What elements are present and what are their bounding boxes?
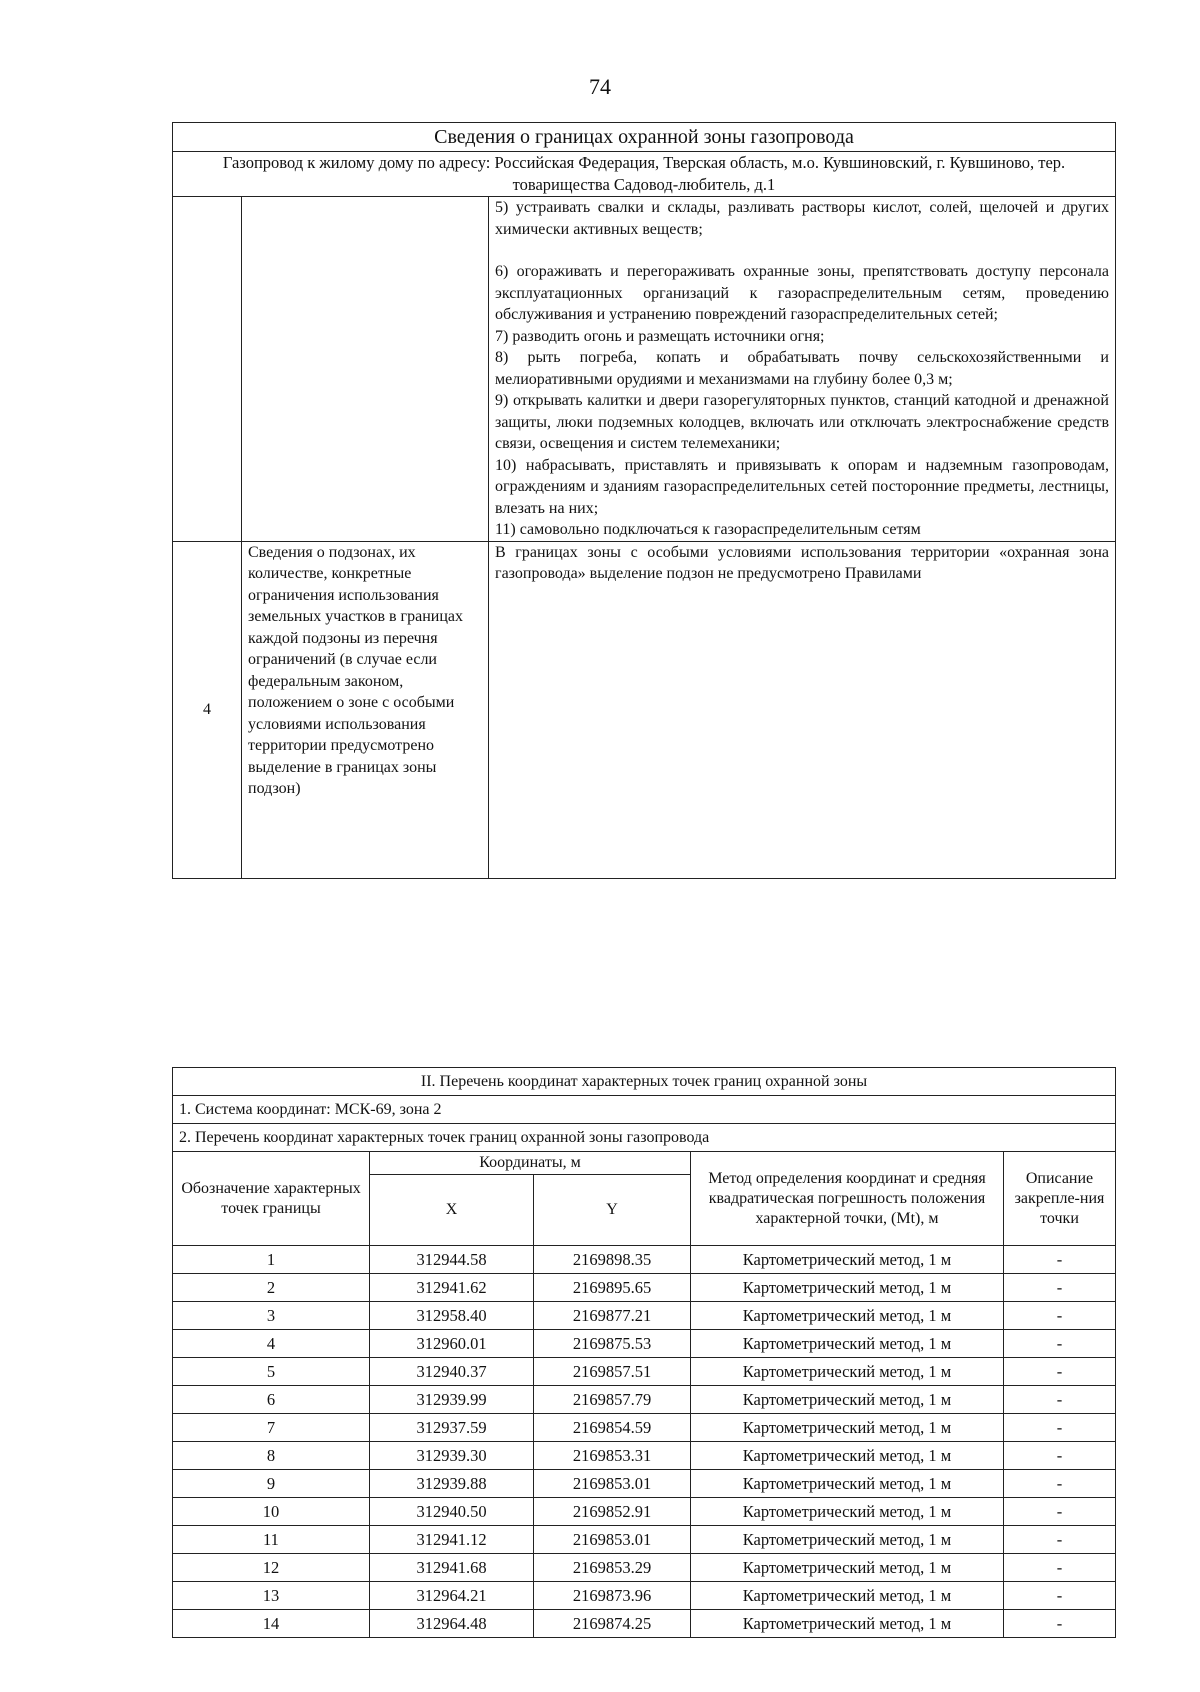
header-method: Метод определения координат и средняя квадратическая погрешность положения характерной точки, (Mt), м: [691, 1152, 1004, 1246]
method-value: Картометрический метод, 1 м: [691, 1386, 1004, 1414]
description-value: -: [1004, 1330, 1116, 1358]
coordinates-section-title: II. Перечень координат характерных точек границ охранной зоны: [173, 1068, 1116, 1096]
zone-info-table: [172, 122, 1116, 879]
x-value: 312944.58: [370, 1246, 534, 1274]
point-number: 5: [173, 1358, 370, 1386]
coordinate-system: 1. Система координат: МСК-69, зона 2: [173, 1096, 1116, 1124]
empty-label-cell: [242, 197, 489, 542]
x-value: 312937.59: [370, 1414, 534, 1442]
y-value: 2169895.65: [534, 1274, 691, 1302]
x-value: 312941.68: [370, 1554, 534, 1582]
restriction-item: 5) устраивать свалки и склады, разливать растворы кислот, солей, щелочей и других химически активных веществ;: [495, 199, 1109, 238]
description-value: -: [1004, 1554, 1116, 1582]
table-row: [173, 1442, 1116, 1470]
y-value: 2169877.21: [534, 1302, 691, 1330]
restriction-item: 9) открывать калитки и двери газорегуляторных пунктов, станций катодной и дренажной защиты, люки подземных колодцев, включать или отключать электроснабжение средств связи, освещения и систем телемеханики;: [495, 392, 1109, 452]
header-description: Описание закрепле-ния точки: [1004, 1152, 1116, 1246]
table-row: [173, 1526, 1116, 1554]
method-value: Картометрический метод, 1 м: [691, 1414, 1004, 1442]
restrictions-list: [489, 197, 1116, 542]
y-value: 2169873.96: [534, 1582, 691, 1610]
method-value: Картометрический метод, 1 м: [691, 1442, 1004, 1470]
method-value: Картометрический метод, 1 м: [691, 1498, 1004, 1526]
description-value: -: [1004, 1274, 1116, 1302]
description-value: -: [1004, 1582, 1116, 1610]
y-value: 2169875.53: [534, 1330, 691, 1358]
y-value: 2169853.31: [534, 1442, 691, 1470]
description-value: -: [1004, 1386, 1116, 1414]
point-number: 13: [173, 1582, 370, 1610]
restriction-item: 11) самовольно подключаться к газораспределительным сетям: [495, 521, 921, 538]
x-value: 312941.62: [370, 1274, 534, 1302]
point-number: 6: [173, 1386, 370, 1414]
x-value: 312964.21: [370, 1582, 534, 1610]
y-value: 2169853.29: [534, 1554, 691, 1582]
table-row: [173, 1386, 1116, 1414]
x-value: 312939.88: [370, 1470, 534, 1498]
table-row: [173, 1582, 1116, 1610]
table-row: [173, 1498, 1116, 1526]
method-value: Картометрический метод, 1 м: [691, 1330, 1004, 1358]
header-x: X: [370, 1175, 534, 1246]
method-value: Картометрический метод, 1 м: [691, 1582, 1004, 1610]
coordinates-rows: [173, 1246, 1116, 1638]
method-value: Картометрический метод, 1 м: [691, 1470, 1004, 1498]
method-value: Картометрический метод, 1 м: [691, 1526, 1004, 1554]
point-number: 2: [173, 1274, 370, 1302]
point-number: 9: [173, 1470, 370, 1498]
point-number: 12: [173, 1554, 370, 1582]
x-value: 312940.50: [370, 1498, 534, 1526]
x-value: 312960.01: [370, 1330, 534, 1358]
restriction-item: 8) рыть погреба, копать и обрабатывать почву сельскохозяйственными и мелиоративными орудиями и механизмами на глубину более 0,3 м;: [495, 349, 1109, 388]
x-value: 312941.12: [370, 1526, 534, 1554]
y-value: 2169854.59: [534, 1414, 691, 1442]
table-row: [173, 1470, 1116, 1498]
table-row: [173, 1414, 1116, 1442]
coordinates-list-title: 2. Перечень координат характерных точек границ охранной зоны газопровода: [173, 1124, 1116, 1152]
table-row: [173, 1610, 1116, 1638]
description-value: -: [1004, 1526, 1116, 1554]
point-number: 14: [173, 1610, 370, 1638]
x-value: 312964.48: [370, 1610, 534, 1638]
y-value: 2169898.35: [534, 1246, 691, 1274]
table-row: [173, 1358, 1116, 1386]
x-value: 312940.37: [370, 1358, 534, 1386]
method-value: Картометрический метод, 1 м: [691, 1554, 1004, 1582]
table-row: [173, 1302, 1116, 1330]
point-number: 11: [173, 1526, 370, 1554]
description-value: -: [1004, 1470, 1116, 1498]
gas-pipeline-address: Газопровод к жилому дому по адресу: Российская Федерация, Тверская область, м.о. Кувшиновский, г. Кувшиново, тер. товарищества Садовод-любитель, д.1: [173, 152, 1116, 197]
y-value: 2169852.91: [534, 1498, 691, 1526]
y-value: 2169853.01: [534, 1526, 691, 1554]
table-row: [173, 1330, 1116, 1358]
description-value: -: [1004, 1358, 1116, 1386]
section-title: Сведения о границах охранной зоны газопровода: [173, 123, 1116, 152]
y-value: 2169874.25: [534, 1610, 691, 1638]
y-value: 2169857.51: [534, 1358, 691, 1386]
page-number: 74: [589, 74, 611, 99]
description-value: -: [1004, 1498, 1116, 1526]
x-value: 312958.40: [370, 1302, 534, 1330]
subzones-value: В границах зоны с особыми условиями использования территории «охранная зона газопровода» выделение подзон не предусмотрено Правилами: [489, 541, 1116, 878]
description-value: -: [1004, 1302, 1116, 1330]
x-value: 312939.99: [370, 1386, 534, 1414]
point-number: 8: [173, 1442, 370, 1470]
description-value: -: [1004, 1610, 1116, 1638]
table-row: [173, 1246, 1116, 1274]
empty-number-cell: [173, 197, 242, 542]
point-number: 10: [173, 1498, 370, 1526]
y-value: 2169853.01: [534, 1470, 691, 1498]
description-value: -: [1004, 1442, 1116, 1470]
coordinates-table: [172, 1067, 1116, 1638]
method-value: Картометрический метод, 1 м: [691, 1246, 1004, 1274]
x-value: 312939.30: [370, 1442, 534, 1470]
header-point: Обозначение характерных точек границы: [173, 1152, 370, 1246]
point-number: 7: [173, 1414, 370, 1442]
header-coordinates: Координаты, м: [370, 1152, 691, 1175]
table-row: [173, 1554, 1116, 1582]
description-value: -: [1004, 1414, 1116, 1442]
point-number: 3: [173, 1302, 370, 1330]
subzones-label: Сведения о подзонах, их количестве, конкретные ограничения использования земельных участков в границах каждой подзоны из перечня ограничений (в случае если федеральным законом, положением о зоне с особыми условиями использования территории предусмотрено выделение в границах зоны подзон): [242, 541, 489, 878]
method-value: Картометрический метод, 1 м: [691, 1358, 1004, 1386]
restriction-item: 10) набрасывать, приставлять и привязывать к опорам и надземным газопроводам, ограждениям и зданиям газораспределительных сетей посторонние предметы, лестницы, влезать на них;: [495, 456, 1109, 517]
method-value: Картометрический метод, 1 м: [691, 1274, 1004, 1302]
point-number: 1: [173, 1246, 370, 1274]
restriction-item: 6) огораживать и перегораживать охранные зоны, препятствовать доступу персонала эксплуатационных организаций к газораспределительным сетям, проведению обслуживания и устранению повреждений газораспределительных сетей;: [495, 263, 1109, 323]
header-y: Y: [534, 1175, 691, 1246]
row-number: 4: [173, 541, 242, 878]
method-value: Картометрический метод, 1 м: [691, 1302, 1004, 1330]
y-value: 2169857.79: [534, 1386, 691, 1414]
method-value: Картометрический метод, 1 м: [691, 1610, 1004, 1638]
table-row: [173, 1274, 1116, 1302]
restriction-item: 7) разводить огонь и размещать источники огня;: [495, 327, 825, 345]
point-number: 4: [173, 1330, 370, 1358]
description-value: -: [1004, 1246, 1116, 1274]
